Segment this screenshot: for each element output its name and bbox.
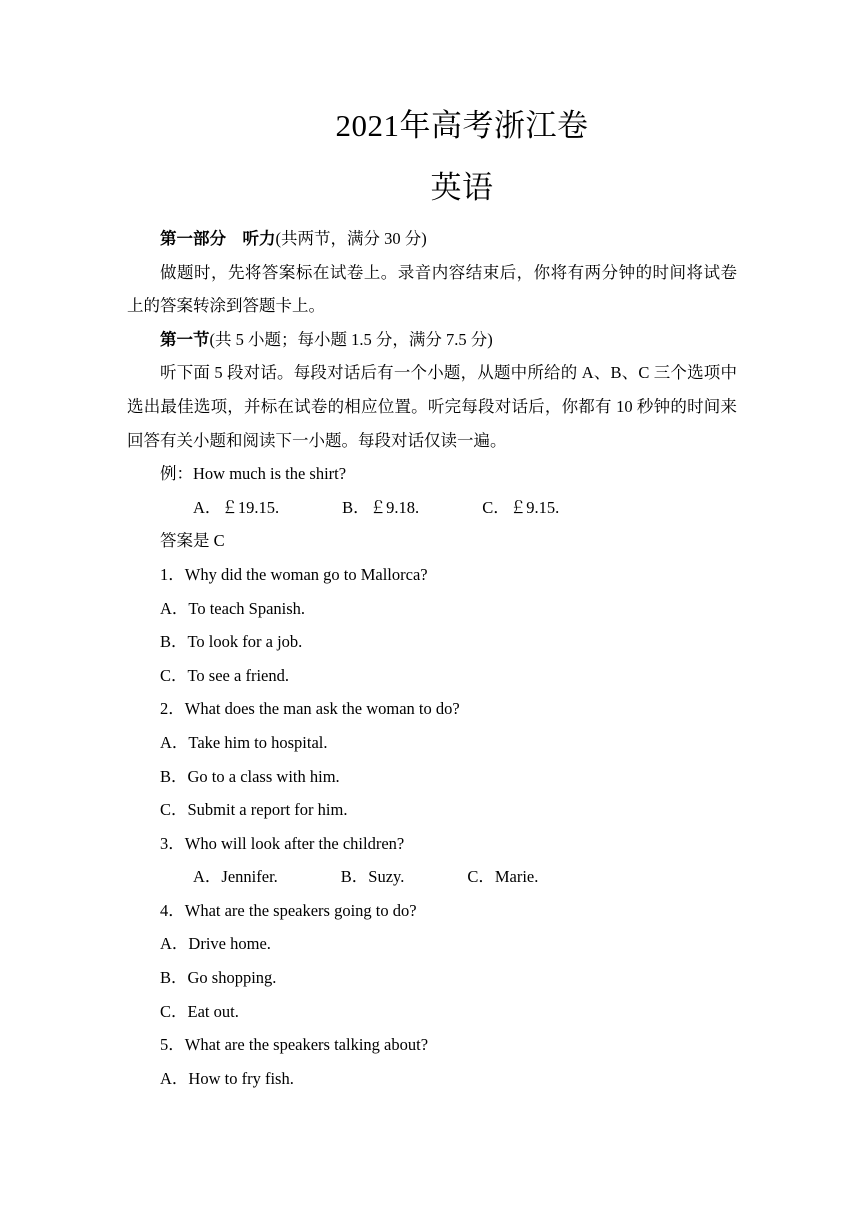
section1-heading-bold: 第一节 <box>160 329 210 349</box>
question-2-option-c: C．Submit a report for him. <box>160 800 348 820</box>
question-3-options <box>127 860 737 894</box>
example-question: 例：How much is the shirt? <box>160 464 347 484</box>
question-1-option-b: B．To look for a job. <box>160 632 303 652</box>
question-2: 2．What does the man ask the woman to do? <box>160 699 460 719</box>
section1-instructions: 听下面 5 段对话。每段对话后有一个小题，从题中所给的 A、B、C 三个选项中选出最佳选项，并标在试卷的相应位置。听完每段对话后，你都有 10 秒钟的时间来回答有关小题和阅读下一小题。每段对话仅读一遍。 <box>127 363 737 450</box>
example-option-c: C．￡9.15. <box>482 497 560 517</box>
document-title: 2021年高考浙江卷 <box>335 108 589 143</box>
instructions-paragraph: 做题时，先将答案标在试卷上。录音内容结束后，你将有两分钟的时间将试卷上的答案转涂到答题卡上。 <box>127 262 737 316</box>
example-option-a: A．￡19.15. <box>193 497 280 517</box>
question-5-option-a: A．How to fry fish. <box>160 1068 294 1088</box>
document-subtitle: 英语 <box>430 170 494 205</box>
question-3-option-b: B．Suzy. <box>340 867 405 887</box>
part1-heading-bold: 第一部分 听力 <box>160 229 276 248</box>
question-4-option-c: C．Eat out. <box>160 1001 239 1021</box>
question-3-option-a: A．Jennifer. <box>193 867 278 887</box>
question-1-option-a: A．To teach Spanish. <box>160 598 306 618</box>
part1-heading <box>127 222 737 256</box>
question-3: 3．Who will look after the children? <box>160 833 405 853</box>
section1-heading <box>127 323 737 357</box>
question-1-option-c: C．To see a friend. <box>160 665 289 685</box>
question-2-option-b: B．Go to a class with him. <box>160 766 340 786</box>
question-5: 5．What are the speakers talking about? <box>160 1035 429 1055</box>
section1-heading-rest: (共 5 小题；每小题 1.5 分，满分 7.5 分) <box>209 329 493 349</box>
question-2-option-a: A．Take him to hospital. <box>160 732 328 752</box>
example-answer: 答案是 C <box>160 531 225 551</box>
example-option-b: B．￡9.18. <box>342 497 420 517</box>
question-1: 1．Why did the woman go to Mallorca? <box>160 564 428 584</box>
part1-heading-rest: (共两节，满分 30 分) <box>275 229 427 248</box>
question-4-option-a: A．Drive home. <box>160 934 271 954</box>
question-4: 4．What are the speakers going to do? <box>160 900 417 920</box>
question-3-option-c: C．Marie. <box>467 867 539 887</box>
question-4-option-b: B．Go shopping. <box>160 968 277 988</box>
example-options <box>127 491 737 525</box>
document-body <box>127 222 737 1095</box>
